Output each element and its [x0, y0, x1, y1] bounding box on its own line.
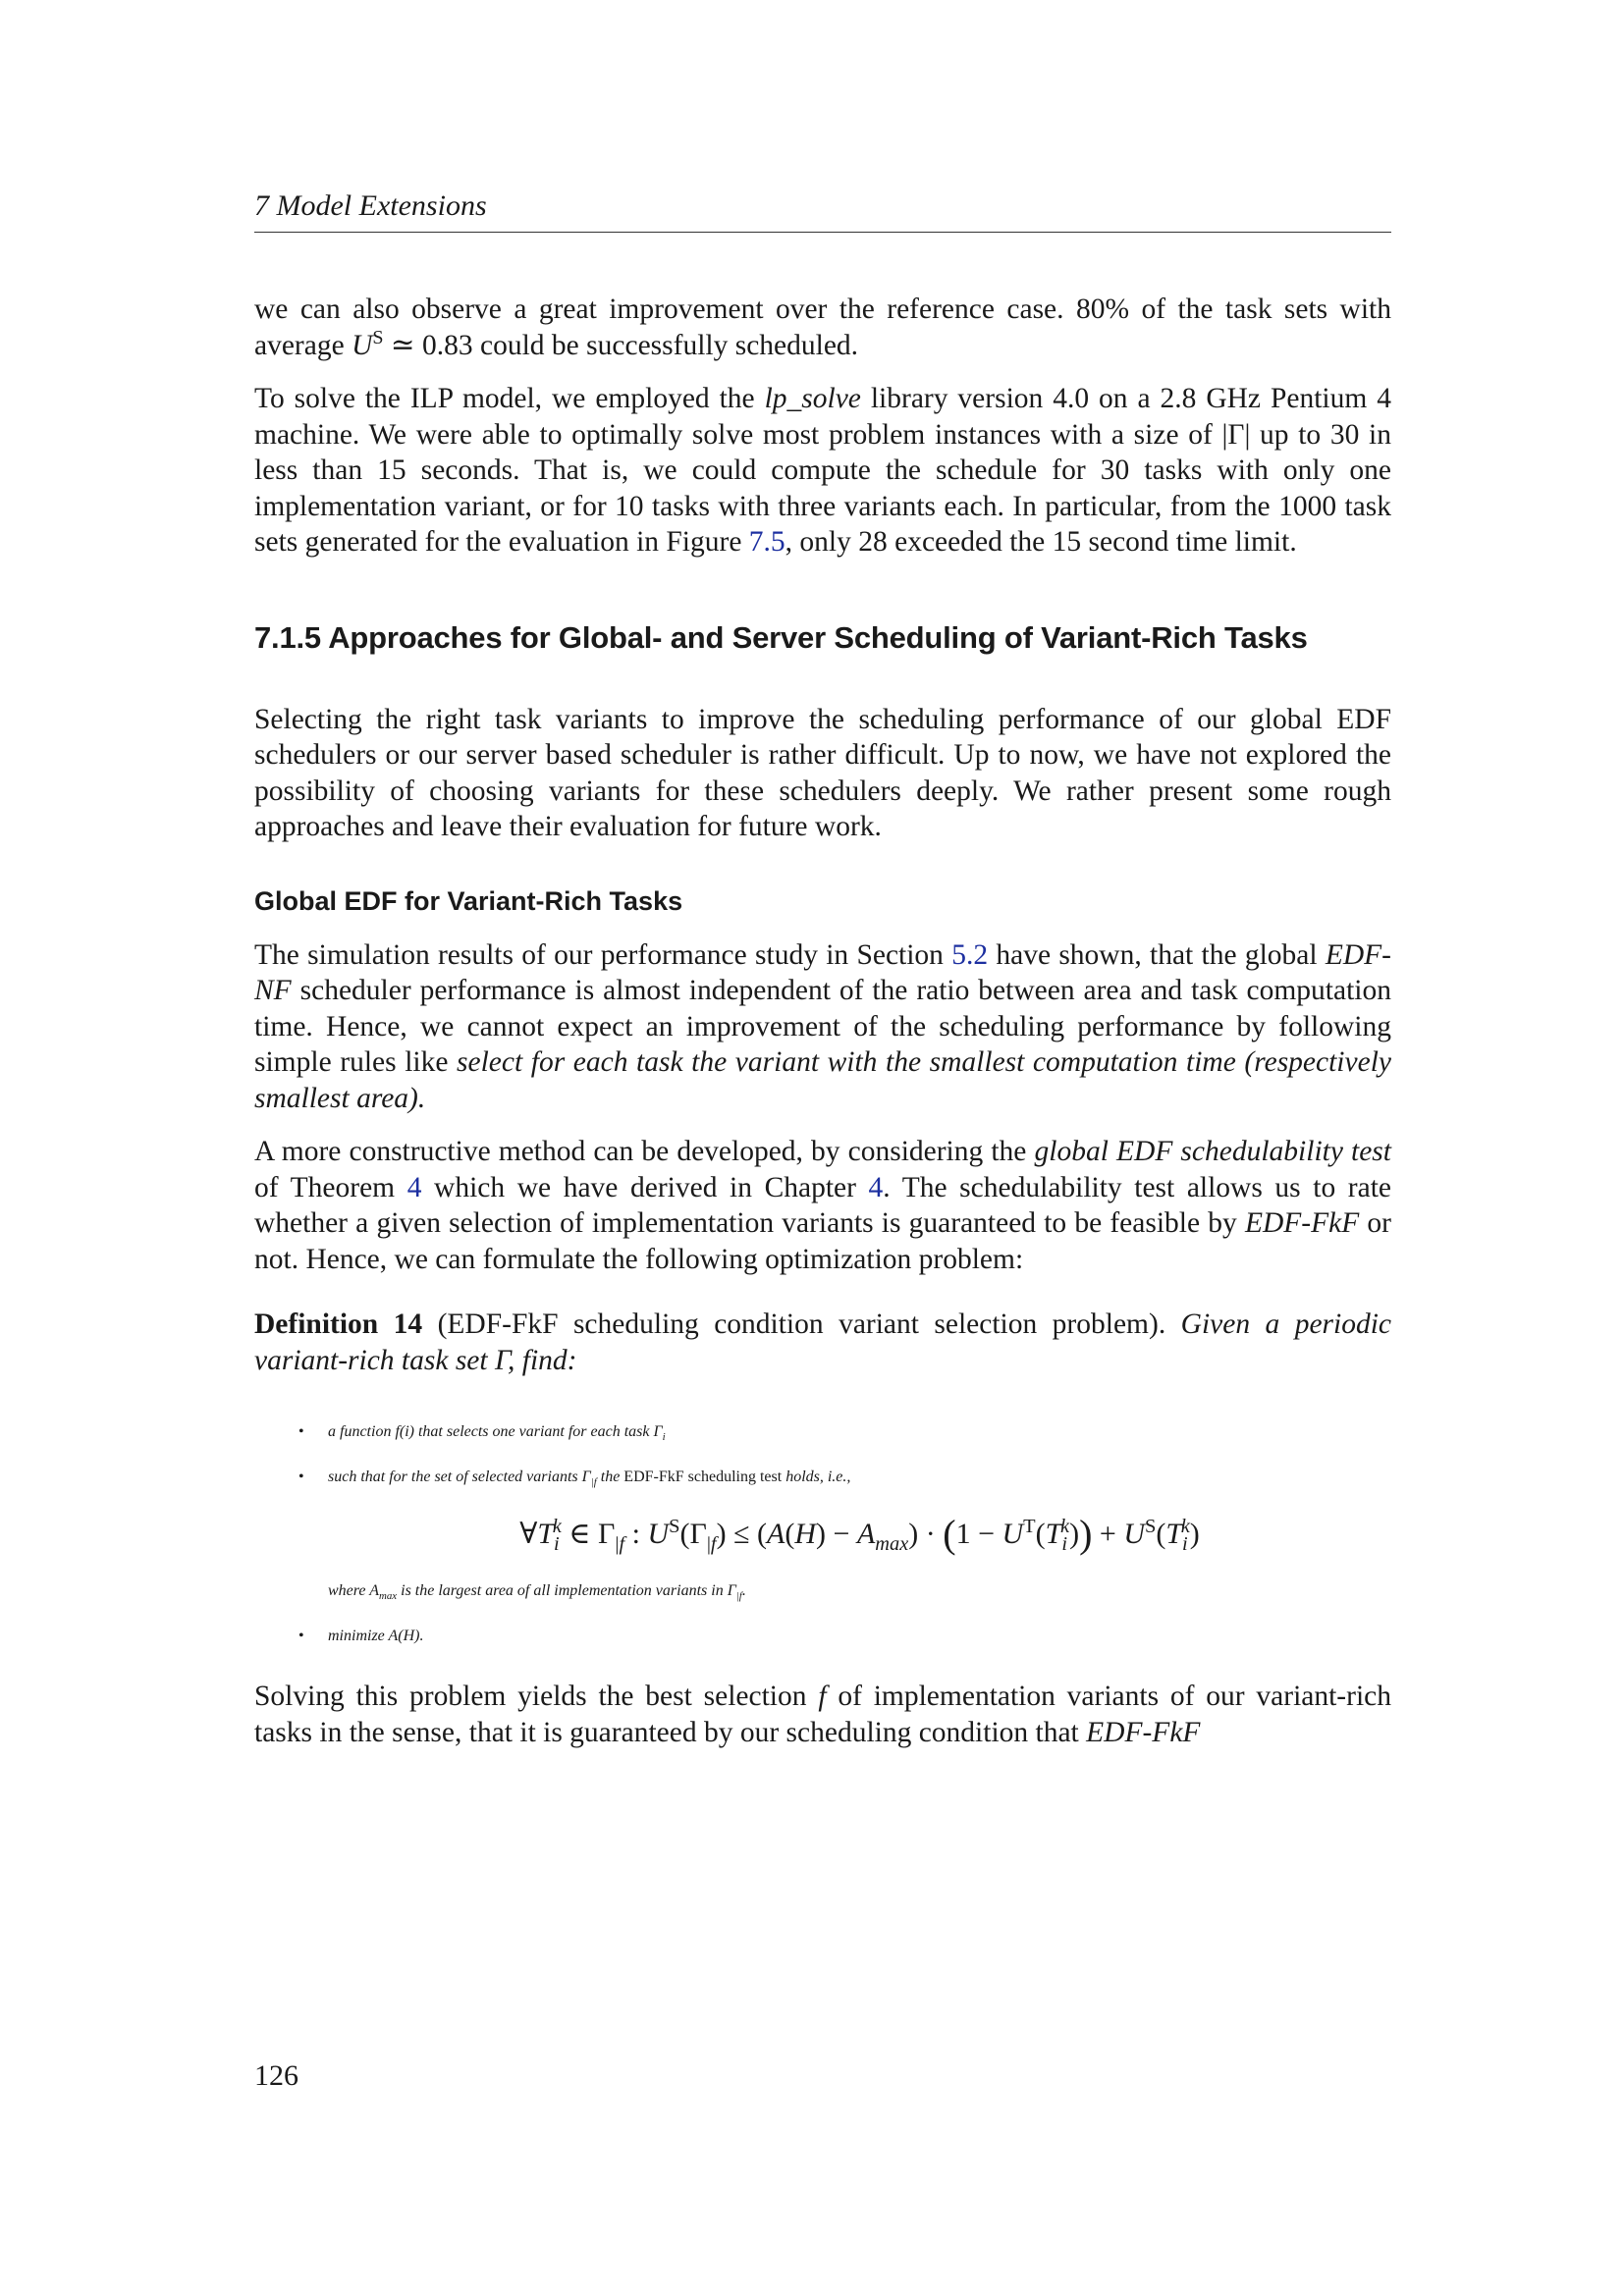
paragraph-simulation: The simulation results of our performance study in Section 5.2 have shown, that the global EDF-NF scheduler performance is almost independent of the ratio between area and task computation time. Hence, we cannot expect an improvement of the scheduling performance by following simple rules like select for each task the variant with the smallest computation time (respectively smallest area).: [254, 938, 1392, 1114]
page-number: 126: [254, 2059, 298, 2092]
page-body: [254, 187, 1391, 1750]
list-item: • a function f(i) that selects one variant for each task $\Gamma_i$: [298, 1423, 666, 1444]
paragraph-ilp: To solve the ILP model, we employed the lp_solve library version 4.0 on a 2.8 GHz Pentium 4 machine. We were able to optimally solve most problem instances with a size of |Γ| up to 30 in less than 15 seconds. That is, we could compute the schedule for 30 tasks with only one implementation variant, or for 10 tasks with three variants each. In particular, from the 1000 task sets generated for the evaluation in Figure 7.5, only 28 exceeded the 15 second time limit.: [254, 383, 1391, 558]
definition-items: [254, 1423, 1391, 1645]
theorem-link[interactable]: 4: [406, 1171, 422, 1203]
section-intro: Selecting the right task variants to improve the scheduling performance of our global EDF schedulers or our server based scheduler is rather difficult. Up to now, we have not explored the possibility of choosing variants for these schedulers deeply. We rather present some rough approaches and leave their evaluation for future work.: [254, 703, 1391, 842]
chapter-link[interactable]: 4: [868, 1171, 884, 1203]
paragraph-results: we can also observe a great improvement over the reference case. 80% of the task sets with average $U^S$ ≃ 0.83 could be successfully scheduled.: [254, 294, 1391, 361]
definition-block: Definition 14 (EDF-FkF scheduling condition variant selection problem). Given a periodic variant-rich task set Γ, find:: [254, 1308, 1392, 1376]
running-header: 7 Model Extensions: [254, 187, 1391, 233]
section-link[interactable]: 5.2: [951, 938, 989, 971]
equation-note: where $A_{max}$ is the largest area of all implementation variants in $\Gamma_{|f}$.: [328, 1582, 746, 1603]
figure-link[interactable]: 7.5: [748, 526, 785, 558]
list-item: • such that for the set of selected variants $\Gamma_{|f}$ the EDF-FkF scheduling test holds, i.e., $\forall T_i^k$ ∈ $\Gamma_{|f}$ : $U^S(\Gamma_{|f}) \le (A(H) - A_{max}) \cdot (1 - U^T(T_i^k)) + U^S(T_i^k)$ where $A_{max}$ is the largest area of all implementation variants in $\Gamma_{|f}$.: [254, 1468, 1391, 1600]
paragraph-closing: Solving this problem yields the best selection f of implementation variants of our variant-rich tasks in the sense, that it is guaranteed by our scheduling condition that EDF-FkF: [254, 1681, 1391, 1748]
list-item: • minimize A(H).: [298, 1628, 424, 1644]
scheduling-equation: $\forall T_i^k$ ∈ $\Gamma_{|f}$ : $U^S(\Gamma_{|f}) \le (A(H) - A_{max}) \cdot (1 - U^T(T_i^k)) + U^S(T_i^k)$: [519, 1512, 1200, 1556]
subsection-heading: Global EDF for Variant-Rich Tasks: [254, 885, 683, 916]
paragraph-method: A more constructive method can be developed, by considering the global EDF schedulability test of Theorem 4 which we have derived in Chapter 4. The schedulability test allows us to rate whether a given selection of implementation variants is guaranteed to be feasible by EDF-FkF or not. Hence, we can formulate the following optimization problem:: [254, 1136, 1391, 1275]
section-heading: 7.1.5 Approaches for Global- and Server Scheduling of Variant-Rich Tasks: [254, 619, 1308, 655]
